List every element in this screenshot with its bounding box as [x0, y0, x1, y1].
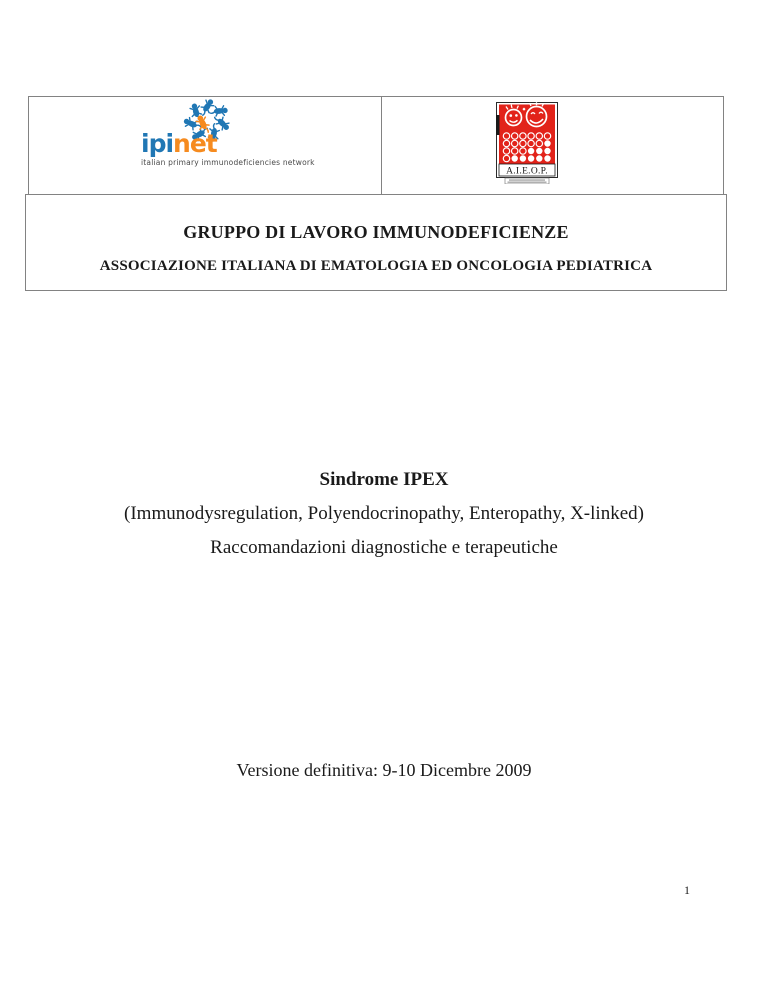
version-line: Versione definitiva: 9-10 Dicembre 2009: [236, 760, 532, 780]
aieop-caption: [505, 178, 549, 184]
aieop-logo-icon: [496, 102, 558, 184]
org-title: GRUPPO DI LAVORO IMMUNODEFICIENZE: [183, 222, 569, 242]
side-tab: [496, 115, 500, 135]
ipinet-cell: [29, 97, 382, 194]
ipinet-logo: [141, 98, 321, 167]
aieop-acronym: A.I.E.O.P.: [505, 166, 548, 177]
aieop-cell: [382, 97, 723, 194]
ipinet-word-net: net: [173, 129, 217, 158]
ipinet-word-ipi: ipi: [141, 129, 174, 158]
doc-subtitle: (Immunodysregulation, Polyendocrinopathy, Enteropathy, X-linked): [124, 503, 644, 524]
page-number: 1: [684, 883, 690, 897]
doc-title: Sindrome IPEX: [319, 469, 449, 490]
document-title-block: [0, 463, 768, 565]
ipinet-wordmark: [141, 131, 321, 156]
org-title-box: [25, 194, 727, 291]
aieop-logo: [496, 102, 558, 189]
ipinet-tagline: italian primary immunodeficiencies network: [141, 158, 315, 167]
header-logo-table: [28, 96, 724, 195]
org-subtitle: ASSOCIAZIONE ITALIANA DI EMATOLOGIA ED ONCOLOGIA PEDIATRICA: [99, 258, 653, 274]
doc-subtitle2: Raccomandazioni diagnostiche e terapeutiche: [210, 537, 558, 558]
